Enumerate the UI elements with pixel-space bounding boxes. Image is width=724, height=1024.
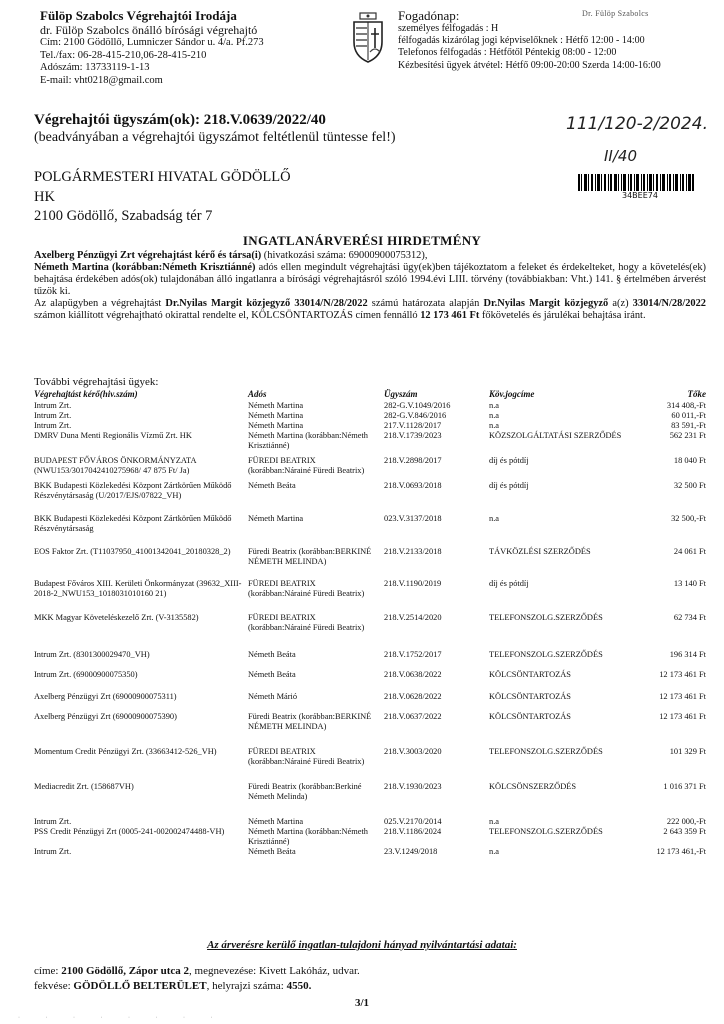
intro-text-2: adós ellen megindult végrehajtási ügy(ek)ben tájékoztatom a feleket és érdekelteket, hogy a követelés(ek) behajtása érdekében adós(ok) tulajdonában álló ingatlanra a bírósági végrehajtásról szóló 1994.évi LIII. törvény (továbbiakban: Vht.) 141. § értelmében árverést tűzök ki. [34, 262, 706, 297]
deed-number-bold: 33014/N/28/2022 [632, 298, 706, 309]
cell-case-number: 218.V.1739/2023 [384, 431, 442, 440]
cell-creditor: Intrum Zrt. [34, 421, 72, 430]
cell-principal: 562 231 Ft [669, 431, 706, 440]
cell-debtor: Németh Martina (korábban:Németh Krisztiánné) [248, 827, 368, 846]
cell-case-number: 218.V.3003/2020 [384, 747, 442, 756]
footer-dots: · · · · · · · · [18, 1015, 225, 1021]
cell-debtor: FÜREDI BEATRIX (korábban:Nárainé Füredi Beatrix) [248, 579, 365, 598]
cell-claim-type: TELEFONSZOLG.SZERZŐDÉS [489, 613, 603, 622]
cell-claim-type: díj és pótdíj [489, 456, 529, 465]
reception-hours [398, 8, 718, 72]
cell-creditor: BKK Budapesti Közlekedési Központ Zártkörűen Működő Részvénytársaság [34, 514, 232, 533]
notary-bold-1: Dr.Nyilas Margit közjegyző 33014/N/28/2022 [165, 298, 368, 309]
table-row [34, 456, 706, 476]
table-row [34, 817, 706, 827]
office-address: Cím: 2100 Gödöllő, Lumniczer Sándor u. 4/a. Pf.273 [40, 37, 264, 48]
header-claim-type: Köv.jogcíme [489, 389, 535, 399]
cell-principal: 12 173 461 Ft [659, 692, 706, 701]
table-row [34, 747, 706, 777]
table-row [34, 712, 706, 742]
header-creditor: Végrehajtást kérő(hiv.szám) [34, 389, 138, 399]
cell-creditor: Intrum Zrt. (8301300029470_VH) [34, 650, 150, 659]
table-row [34, 514, 706, 544]
cell-debtor: Németh Márió [248, 692, 298, 701]
cell-case-number: 218.V.1186/2024 [384, 827, 442, 836]
cell-creditor: Intrum Zrt. (69000900075350) [34, 670, 138, 679]
cell-principal: 13 140 Ft [673, 579, 706, 588]
office-header [40, 8, 330, 87]
reception-line-4: Kézbesítési ügyek átvétel: Hétfő 09:00-20:00 Szerda 14:00-16:00 [398, 59, 661, 71]
cell-case-number: 218.V.2898/2017 [384, 456, 442, 465]
cell-debtor: FÜREDI BEATRIX (korábban:Nárainé Füredi Beatrix) [248, 747, 365, 766]
cell-creditor: Axelberg Pénzügyi Zrt (69000900075390) [34, 712, 177, 721]
coat-of-arms-icon [348, 12, 388, 64]
table-row [34, 782, 706, 812]
property-location-line [34, 980, 311, 992]
property-address-line [34, 965, 360, 977]
table-row [34, 827, 706, 847]
cell-principal: 60 011,-Ft [671, 411, 706, 420]
cell-principal: 24 061 Ft [673, 547, 706, 556]
reception-line-3: Telefonos félfogadás : Hétfőtől Péntekig 08:00 - 12:00 [398, 47, 617, 59]
cell-claim-type: KÖLCSÖNTARTOZÁS [489, 692, 571, 701]
cell-principal: 18 040 Ft [673, 456, 706, 465]
cases-table [34, 389, 706, 857]
cell-creditor: DMRV Duna Menti Regionális Vízmű Zrt. HK [34, 431, 192, 440]
cell-debtor: Németh Martina [248, 817, 304, 826]
cell-principal: 222 000,-Ft [666, 817, 706, 826]
cell-principal: 32 500,-Ft [671, 514, 706, 523]
cell-case-number: 218.V.0628/2022 [384, 692, 442, 701]
cell-case-number: 217.V.1128/2017 [384, 421, 442, 430]
reception-line-1: személyes félfogadás : H [398, 23, 499, 34]
cell-case-number: 218.V.2133/2018 [384, 547, 442, 556]
recipient-name: POLGÁRMESTERI HIVATAL GÖDÖLLŐ [34, 169, 291, 185]
cell-case-number: 218.V.1190/2019 [384, 579, 442, 588]
cell-case-number: 025.V.2170/2014 [384, 817, 442, 826]
claim-amount-bold: 12 173 461 Ft [420, 310, 480, 321]
barcode-number: 34BEE74 [622, 191, 658, 200]
cell-principal: 62 734 Ft [673, 613, 706, 622]
cell-principal: 1 016 371 Ft [663, 782, 706, 791]
cell-case-number: 218.V.2514/2020 [384, 613, 442, 622]
debtor-bold: Németh Martina (korábban:Németh Krisztiánné) [34, 262, 256, 273]
cell-debtor: Németh Martina [248, 514, 304, 523]
cell-debtor: Németh Martina (korábban:Németh Krisztiánné) [248, 431, 368, 450]
cell-claim-type: KÖLCSÖNTARTOZÁS [489, 670, 571, 679]
case-number-title: Végrehajtói ügyszám(ok): 218.V.0639/2022/40 [34, 112, 326, 128]
notary-bold-2: Dr.Nyilas Margit közjegyző [483, 298, 609, 309]
table-row [34, 847, 706, 857]
cell-case-number: 218.V.0638/2022 [384, 670, 442, 679]
cell-claim-type: TELEFONSZOLG.SZERZŐDÉS [489, 650, 603, 659]
cell-case-number: 282-G.V.846/2016 [384, 411, 447, 420]
intro-text-4: számú határozata alapján [367, 298, 484, 309]
cell-debtor: FÜREDI BEATRIX (korábban:Nárainé Füredi Beatrix) [248, 613, 365, 632]
cell-claim-type: n.a [489, 411, 499, 420]
table-row [34, 411, 706, 421]
intro-paragraph [34, 250, 706, 322]
cell-claim-type: TELEFONSZOLG.SZERZŐDÉS [489, 827, 603, 836]
property-location-label: fekvése: [34, 980, 74, 992]
cell-case-number: 023.V.3137/2018 [384, 514, 442, 523]
cell-principal: 314 408,-Ft [666, 401, 706, 410]
table-row [34, 613, 706, 643]
cell-claim-type: TELEFONSZOLG.SZERZŐDÉS [489, 747, 603, 756]
recipient-address [34, 168, 291, 227]
case-number-note: (beadványában a végrehajtói ügyszámot feltétlenül tüntesse fel!) [34, 130, 396, 145]
cell-creditor: Intrum Zrt. [34, 411, 72, 420]
cell-claim-type: KÖZSZOLGÁLTATÁSI SZERZŐDÉS [489, 431, 622, 440]
cell-creditor: BKK Budapesti Közlekedési Központ Zártkörűen Működő Részvénytársaság (U/2017/EJS/07822_VH) [34, 481, 232, 500]
cell-creditor: MKK Magyar Követeléskezelő Zrt. (V-3135582) [34, 613, 199, 622]
reception-line-2: félfogadás kizárólag jogi képviselőknek : Hétfő 12:00 - 14:00 [398, 35, 645, 47]
cell-creditor: Budapest Főváros XIII. Kerületi Önkormányzat (39632_XIII-2018-2_NWU153_1018031010160 21) [34, 579, 242, 598]
cell-creditor: Intrum Zrt. [34, 817, 72, 826]
cell-claim-type: díj és pótdíj [489, 481, 529, 490]
cell-case-number: 218.V.1752/2017 [384, 650, 442, 659]
cell-claim-type: díj és pótdíj [489, 579, 529, 588]
cell-case-number: 218.V.1930/2023 [384, 782, 442, 791]
property-description: , megnevezése: Kivett Lakóház, udvar. [189, 965, 360, 977]
office-tax-id: Adószám: 13733119-1-13 [40, 62, 150, 74]
cell-debtor: Németh Martina [248, 411, 304, 420]
office-email: E-mail: vht0218@gmail.com [40, 74, 163, 86]
document-title: INGATLANÁRVERÉSI HIRDETMÉNY [242, 233, 482, 248]
property-address-value: 2100 Gödöllő, Zápor utca 2 [61, 965, 190, 977]
header-case-number: Ügyszám [384, 389, 418, 399]
cell-creditor: Mediacredit Zrt. (158687VH) [34, 782, 134, 791]
table-row [34, 431, 706, 451]
cell-claim-type: n.a [489, 817, 499, 826]
cell-case-number: 218.V.0637/2022 [384, 712, 442, 721]
cell-principal: 2 643 359 Ft [663, 827, 706, 836]
cell-principal: 12 173 461 Ft [659, 670, 706, 679]
cell-creditor: BUDAPEST FŐVÁROS ÖNKORMÁNYZATA (NWU153/3017042410275968/ 47 875 Ft/ Ja) [34, 456, 197, 475]
cell-claim-type: n.a [489, 421, 499, 430]
cell-debtor: Németh Martina [248, 421, 304, 430]
cell-debtor: FÜREDI BEATRIX (korábban:Nárainé Füredi Beatrix) [248, 456, 365, 475]
cell-debtor: Füredi Beatrix (korábban:BERKINÉ NÉMETH MELINDA) [248, 712, 372, 731]
cell-case-number: 23.V.1249/2018 [384, 847, 438, 856]
table-row [34, 579, 706, 609]
recipient-street: 2100 Gödöllő, Szabadság tér 7 [34, 208, 213, 224]
cell-creditor: PSS Credit Pénzügyi Zrt (0005-241-002002474488-VH) [34, 827, 225, 836]
cell-principal: 101 329 Ft [669, 747, 706, 756]
property-lot-label: , helyrajzi száma: [206, 980, 287, 992]
cell-debtor: Füredi Beatrix (korábban:Berkiné Németh Melinda) [248, 782, 362, 801]
handwritten-reference: 111/120-2/2024. [566, 114, 708, 134]
table-row [34, 481, 706, 511]
cell-claim-type: n.a [489, 401, 499, 410]
cell-creditor: Intrum Zrt. [34, 401, 72, 410]
reception-label: Fogadónap: [398, 8, 460, 23]
cell-claim-type: KÖLCSÖNTARTOZÁS [489, 712, 571, 721]
officer-name: dr. Fülöp Szabolcs önálló bírósági végrehajtó [40, 23, 258, 37]
intro-text-3: Az alapügyben a végrehajtást [34, 298, 166, 309]
cell-principal: 12 173 461 Ft [659, 712, 706, 721]
table-row [34, 650, 706, 670]
cell-debtor: Németh Beáta [248, 650, 296, 659]
cell-claim-type: KÖLCSÖNSZERZŐDÉS [489, 782, 577, 791]
table-row [34, 692, 706, 712]
cell-case-number: 218.V.0693/2018 [384, 481, 442, 490]
cell-case-number: 282-G.V.1049/2016 [384, 401, 451, 410]
cell-debtor: Németh Beáta [248, 481, 296, 490]
table-row [34, 670, 706, 690]
recipient-unit: HK [34, 188, 55, 205]
stamp-text: Dr. Fülöp Szabolcs [582, 9, 649, 18]
property-data-label: Az árverésre kerülő ingatlan-tulajdoni hányad nyilvántartási adatai: [207, 939, 517, 951]
cell-claim-type: n.a [489, 514, 499, 523]
header-principal: Tőke [687, 389, 706, 399]
table-row [34, 401, 706, 411]
cell-principal: 196 314 Ft [669, 650, 706, 659]
cell-debtor: Németh Martina [248, 401, 304, 410]
header-debtor: Adós [248, 389, 267, 399]
cell-debtor: Németh Beáta [248, 847, 296, 856]
cell-claim-type: TÁVKÖZLÉSI SZERZŐDÉS [489, 547, 591, 556]
table-row [34, 421, 706, 431]
handwritten-subnumber: II/40 [604, 147, 637, 165]
cell-principal: 83 591,-Ft [671, 421, 706, 430]
intro-text-5: a(z) [608, 298, 633, 309]
more-cases-label: További végrehajtási ügyek: [34, 376, 159, 388]
property-location-value: GÖDÖLLŐ BELTERÜLET [73, 980, 207, 992]
page-number: 3/1 [354, 997, 370, 1009]
creditor-bold: Axelberg Pénzügyi Zrt végrehajtást kérő és társa(i) [34, 250, 262, 261]
intro-text-1: (hivatkozási száma: 69000900075312), [261, 250, 428, 261]
cell-creditor: Intrum Zrt. [34, 847, 72, 856]
cell-creditor: Momentum Credit Pénzügyi Zrt. (33663412-526_VH) [34, 747, 217, 756]
intro-text-6: számon kiállított végrehajtható okirattal rendelte el, KÖLCSÖNTARTOZÁS címen fennálló [34, 310, 421, 321]
cell-principal: 12 173 461,-Ft [656, 847, 706, 856]
cell-debtor: Németh Beáta [248, 670, 296, 679]
cell-creditor: Axelberg Pénzügyi Zrt (69000900075311) [34, 692, 177, 701]
cell-principal: 32 500 Ft [673, 481, 706, 490]
intro-text-7: főkövetelés és járulékai behajtása iránt. [479, 310, 646, 321]
cell-claim-type: n.a [489, 847, 499, 856]
office-phone: Tel./fax: 06-28-415-210,06-28-415-210 [40, 49, 207, 61]
office-name: Fülöp Szabolcs Végrehajtói Irodája [40, 8, 237, 23]
property-address-label: címe: [34, 965, 62, 977]
barcode-icon [578, 174, 694, 191]
cell-debtor: Füredi Beatrix (korábban:BERKINÉ NÉMETH MELINDA) [248, 547, 372, 566]
cell-creditor: EOS Faktor Zrt. (T11037950_41001342041_20180328_2) [34, 547, 231, 556]
table-row [34, 547, 706, 577]
cases-table-header [34, 389, 706, 401]
property-lot-value: 4550. [286, 980, 312, 992]
